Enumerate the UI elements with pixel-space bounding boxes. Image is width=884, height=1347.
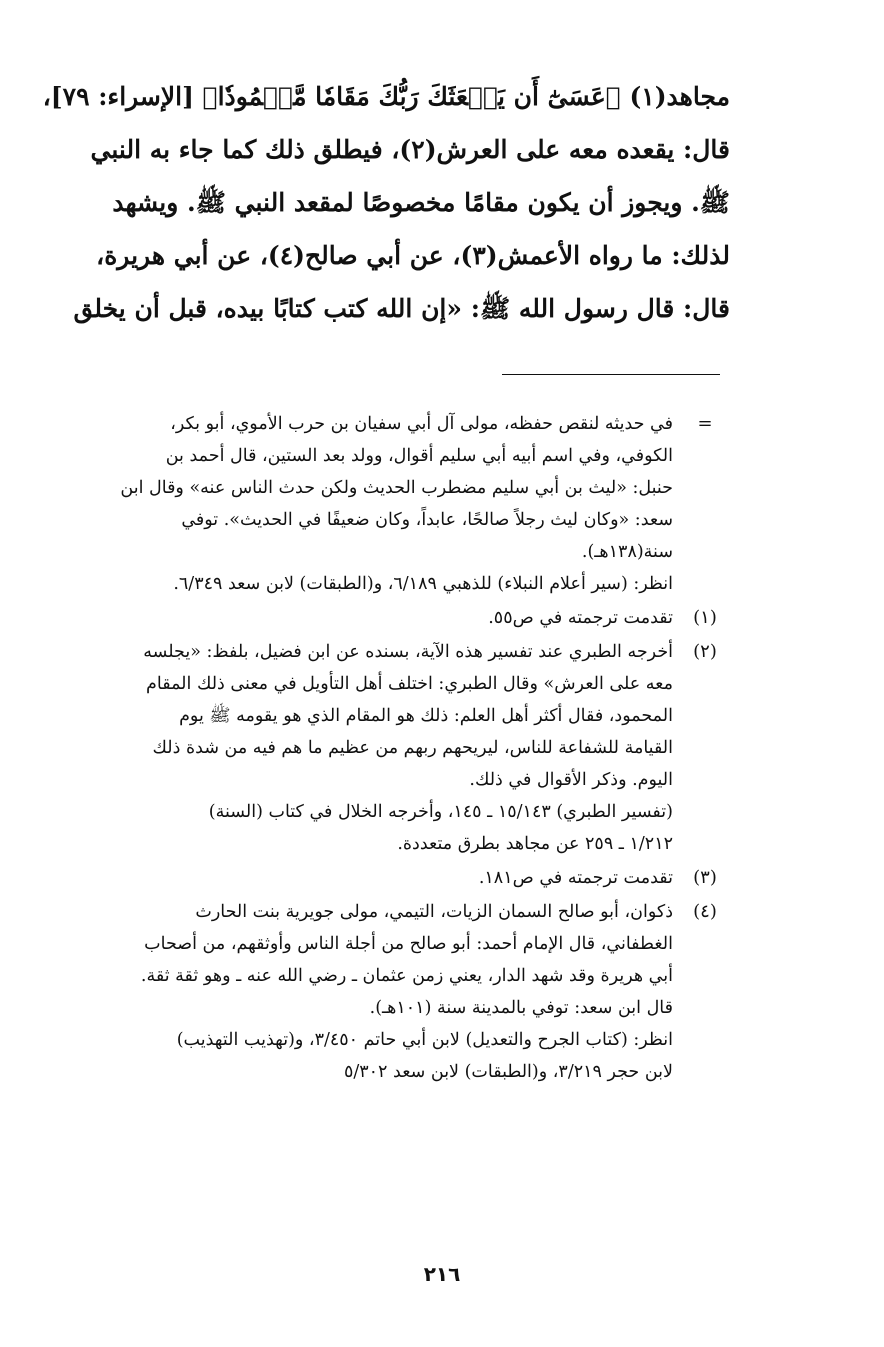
footnotes: [70, 408, 735, 1090]
footnote-line: حنبل: «ليث بن أبي سليم مضطرب الحديث ولكن حدث الناس عنه» وقال ابن: [120, 478, 673, 498]
main-text: [42, 70, 730, 335]
main-text-line: مجاهد(١) ﴿عَسَىٰٓ أَن يَبۡعَثَكَ رَبُّكَ مَقَامٗا مَّحۡمُودٗا﴾ [الإسراء: ٧٩]،: [42, 82, 730, 111]
footnote-line: اليوم. وذكر الأقوال في ذلك.: [469, 770, 673, 790]
footnote-marker: (١): [693, 607, 717, 628]
footnote-line: سعد: «وكان ليث رجلاً صالحًا، عابداً، وكان ضعيفًا في الحديث». توفي: [181, 510, 673, 530]
footnote-line: الكوفي، وفي اسم أبيه أبي سليم أقوال، وولد بعد الستين، قال أحمد بن: [165, 446, 673, 466]
footnote-marker: (٣): [693, 867, 717, 888]
footnote-line: (تفسير الطبري) ١٥/١٤٣ ـ ١٤٥، وأخرجه الخلال في كتاب (السنة): [208, 802, 673, 822]
footnote-marker: (٤): [693, 901, 717, 922]
footnote-line: أبي هريرة وقد شهد الدار، يعني زمن عثمان ـ رضي الله عنه ـ وهو ثقة ثقة.: [140, 966, 673, 986]
footnote-line: تقدمت ترجمته في ص١٨١.: [478, 868, 673, 888]
main-text-line: قال: قال رسول الله ﷺ: «إن الله كتب كتابًا بيده، قبل أن يخلق: [73, 294, 730, 323]
footnote-marker: (٢): [693, 641, 717, 662]
main-text-line: قال: يقعده معه على العرش(٢)، فيطلق ذلك كما جاء به النبي: [90, 135, 730, 164]
footnote-line: في حديثه لنقص حفظه، مولى آل أبي سفيان بن حرب الأموي، أبو بكر،: [170, 414, 673, 434]
footnote-marker: =: [697, 413, 713, 434]
footnote-line: انظر: (كتاب الجرح والتعديل) لابن أبي حاتم ٣/٤٥٠، و(تهذيب التهذيب): [176, 1030, 673, 1050]
footnote-line: ١/٢١٢ ـ ٢٥٩ عن مجاهد بطرق متعددة.: [397, 834, 673, 854]
footnote-line: لابن حجر ٣/٢١٩، و(الطبقات) لابن سعد ٥/٣٠٢: [343, 1062, 673, 1082]
footnote-2: [70, 636, 735, 860]
footnote-line: القيامة للشفاعة للناس، ليريحهم ربهم من عظيم ما هم فيه من شدة ذلك: [152, 738, 673, 758]
footnote-line: سنة(١٣٨هـ).: [581, 542, 673, 562]
footnote-line: أخرجه الطبري عند تفسير هذه الآية، بسنده عن ابن فضيل، بلفظ: «يجلسه: [143, 642, 673, 662]
footnote-separator: [502, 374, 720, 375]
footnote-1: [70, 602, 735, 634]
footnote-3: [70, 862, 735, 894]
footnote-line: معه على العرش» وقال الطبري: اختلف أهل التأويل في معنى ذلك المقام: [146, 674, 673, 694]
footnote-4: [70, 896, 735, 1088]
footnote-continuation: [70, 408, 735, 600]
main-text-line: لذلك: ما رواه الأعمش(٣)، عن أبي صالح(٤)، عن أبي هريرة،: [96, 241, 730, 270]
footnote-line: ذكوان، أبو صالح السمان الزيات، التيمي، مولى جويرية بنت الحارث: [195, 902, 673, 922]
footnote-line: تقدمت ترجمته في ص٥٥.: [488, 608, 673, 628]
page-number: ٢١٦: [423, 1262, 461, 1286]
footnote-line: قال ابن سعد: توفي بالمدينة سنة (١٠١هـ).: [369, 998, 673, 1018]
footnote-line: المحمود، فقال أكثر أهل العلم: ذلك هو المقام الذي هو يقومه ﷺ يوم: [179, 706, 673, 726]
footnote-line: الغطفاني، قال الإمام أحمد: أبو صالح من أجلة الناس وأوثقهم، من أصحاب: [144, 934, 673, 954]
footnote-line: انظر: (سير أعلام النبلاء) للذهبي ٦/١٨٩، و(الطبقات) لابن سعد ٦/٣٤٩.: [173, 574, 673, 594]
main-text-line: ﷺ. ويجوز أن يكون مقامًا مخصوصًا لمقعد النبي ﷺ. ويشهد: [112, 188, 730, 217]
